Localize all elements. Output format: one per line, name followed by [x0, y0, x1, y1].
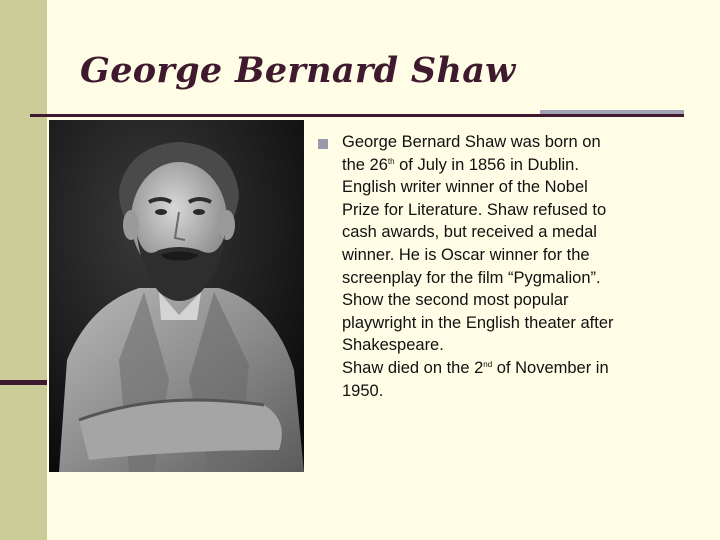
text-line: Prize for Literature. Shaw refused to: [342, 200, 607, 219]
ordinal-suffix: th: [387, 156, 395, 166]
text-line: winner. He is Oscar winner for the: [342, 245, 590, 264]
slide-title: George Bernard Shaw: [80, 50, 516, 91]
text-line: Show the second most popular: [342, 291, 569, 310]
left-band-divider: [0, 380, 47, 385]
text-line: of July in 1856 in Dublin.: [394, 155, 579, 174]
left-accent-band: [0, 0, 47, 540]
text-line: 1950.: [342, 381, 384, 400]
text-line: English writer winner of the Nobel: [342, 178, 588, 197]
text-line: of November in: [492, 358, 609, 377]
text-line: screenplay for the film “Pygmalion”.: [342, 268, 601, 287]
text-line: Shakespeare.: [342, 336, 444, 355]
portrait-photo: [49, 120, 304, 472]
bullet-paragraph: [342, 131, 713, 402]
text-line: George Bernard Shaw was born on: [342, 133, 601, 151]
bullet-block: [318, 131, 713, 402]
text-line: the 26: [342, 155, 388, 174]
text-line: cash awards, but received a medal: [342, 223, 597, 242]
ordinal-suffix: nd: [483, 359, 493, 369]
bullet-square-icon: [318, 139, 328, 149]
text-line: playwright in the English theater after: [342, 313, 614, 332]
title-rule: [30, 114, 684, 117]
text-line: Shaw died on the 2: [342, 358, 484, 377]
